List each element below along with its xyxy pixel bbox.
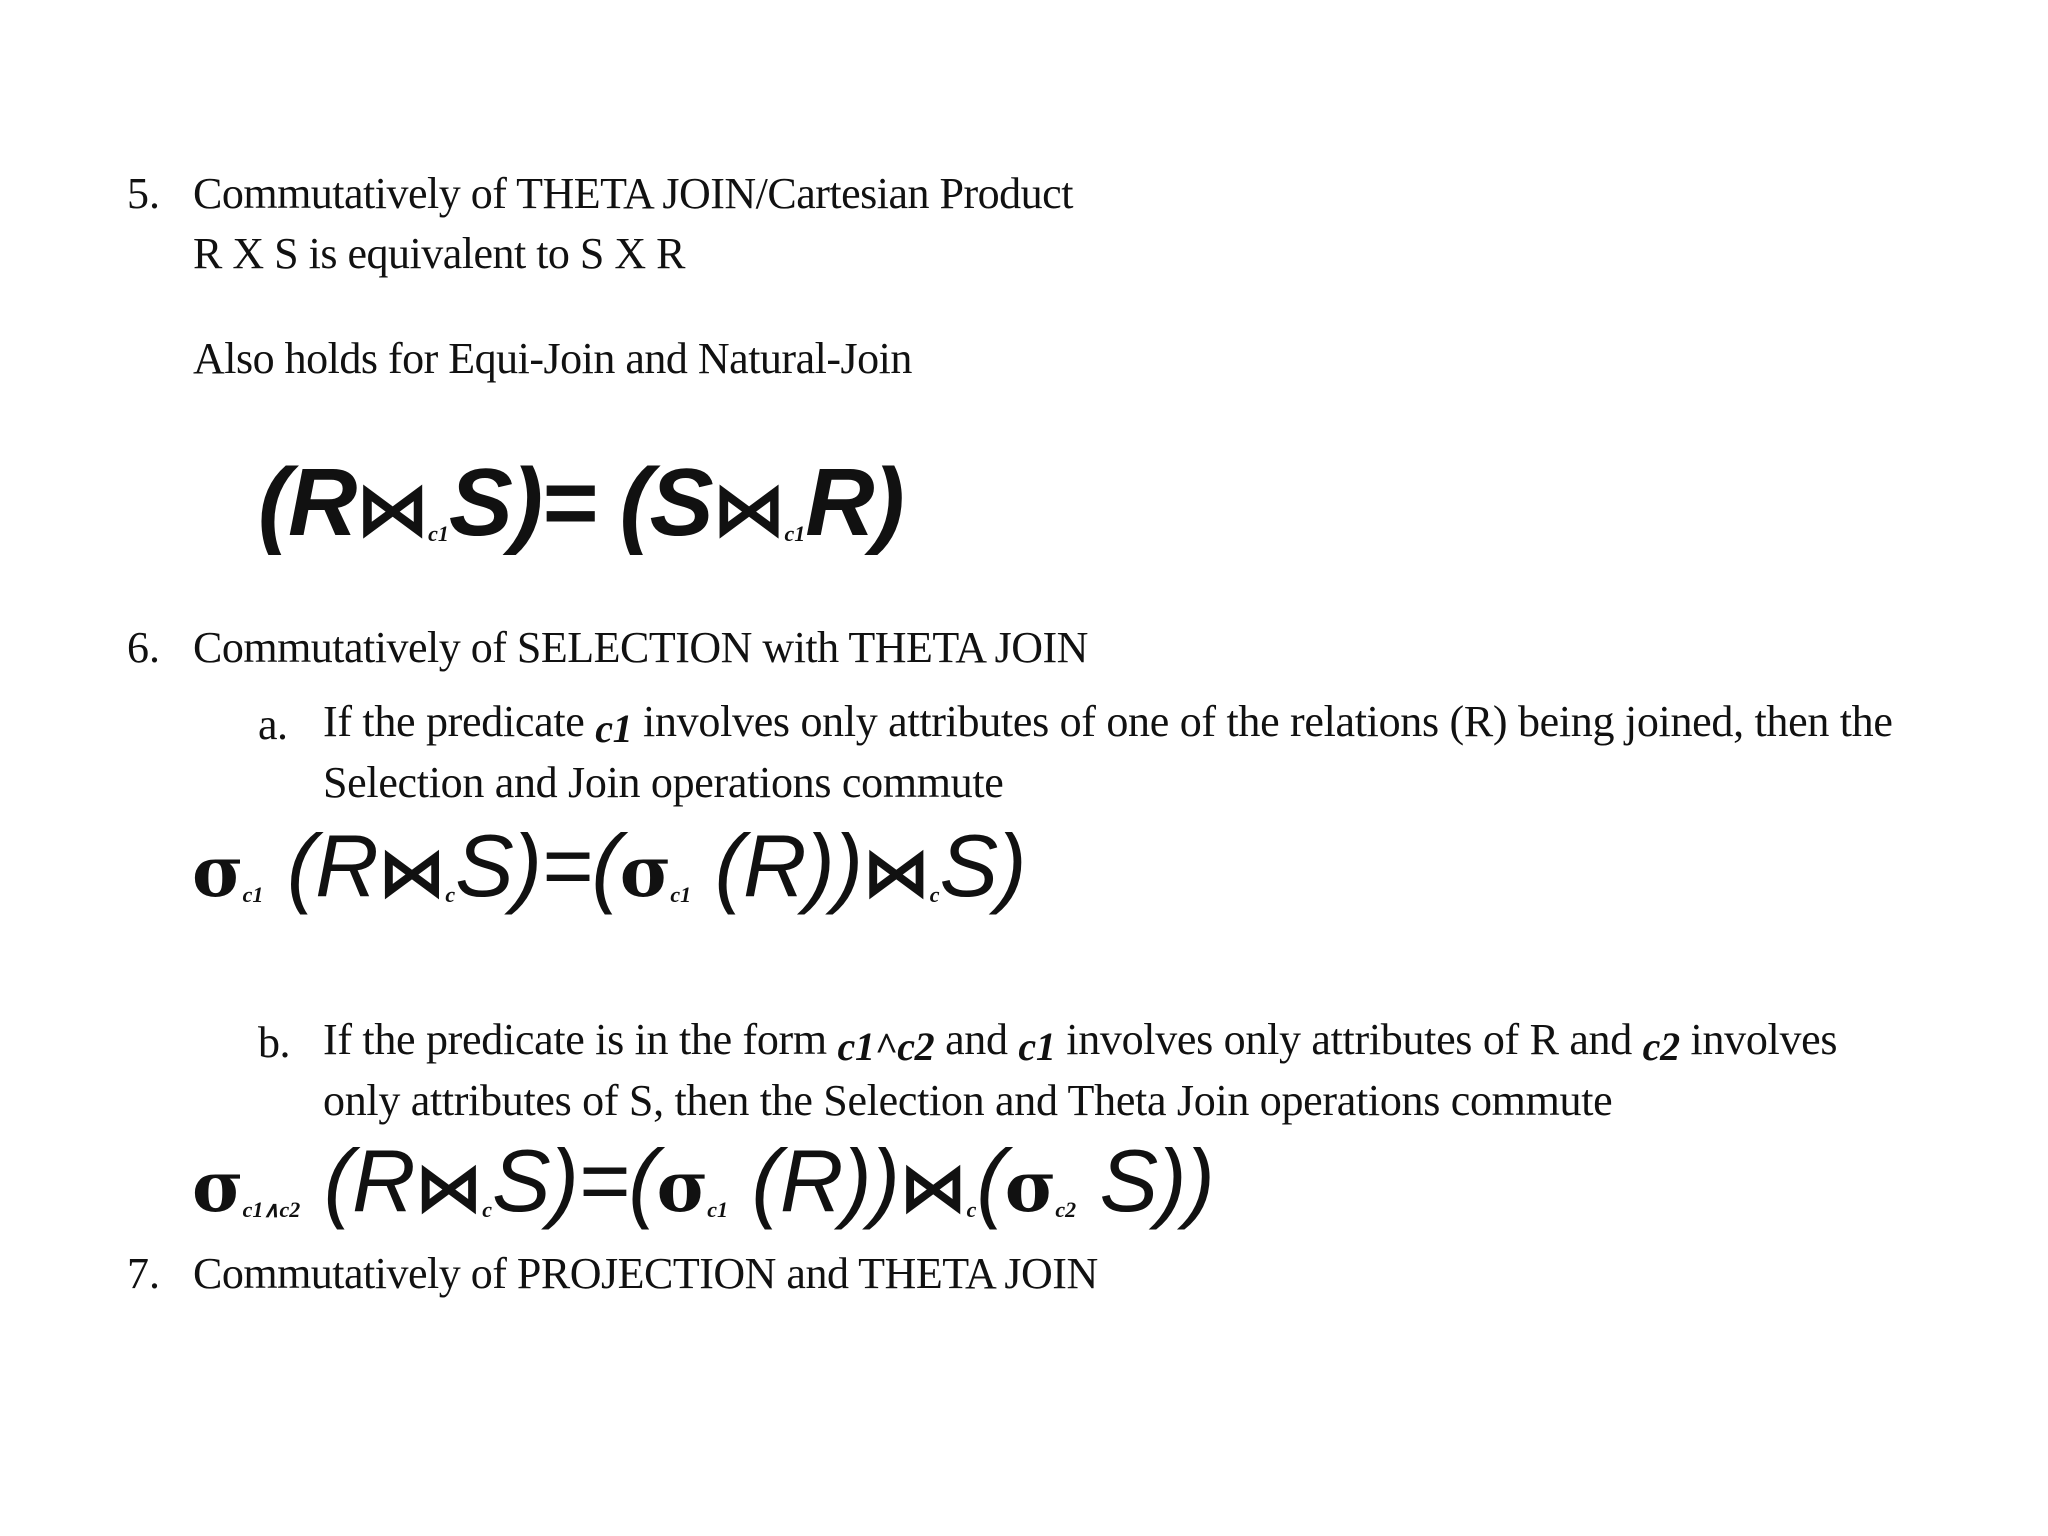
join-symbol: ⋈	[862, 833, 930, 913]
join-symbol: ⋈	[898, 1148, 967, 1228]
join-symbol: ⋈	[414, 1148, 483, 1228]
sigma-subscript: c1	[707, 1196, 729, 1222]
formula-part: (R))	[714, 816, 863, 915]
predicate: c2	[1642, 1024, 1680, 1069]
formula-part: S)=(	[455, 816, 620, 915]
text: involves only attributes of one of the relations (R) being joined, then the Selection and Join operations commute	[323, 697, 1893, 807]
item-5-equivalence: R X S is equivalent to S X R	[193, 229, 686, 278]
item-5-number: 5.	[127, 169, 160, 218]
item-6b-text	[323, 1010, 1893, 1131]
item-6a-marker: a.	[258, 700, 288, 749]
formula-selection-join-b	[192, 1131, 1214, 1230]
text: and	[945, 1015, 1008, 1064]
formula-part: S))	[1099, 1131, 1214, 1230]
formula-part: (R	[323, 1131, 415, 1230]
item-7-number: 7.	[127, 1249, 160, 1298]
formula-part: (	[976, 1131, 1005, 1230]
formula-selection-join-a	[192, 816, 1026, 915]
formula-theta-join-commutativity	[258, 449, 903, 556]
formula-part: S)=(	[491, 1131, 657, 1230]
sigma-subscript: c1	[670, 881, 692, 907]
sigma-symbol: σ	[656, 1145, 708, 1228]
item-6-number: 6.	[127, 623, 160, 672]
join-subscript: c	[445, 881, 456, 907]
item-6b-marker: b.	[258, 1018, 290, 1067]
equals-sign: =	[540, 449, 620, 556]
item-6-title: Commutatively of SELECTION with THETA JOIN	[193, 623, 1088, 672]
text: involves only attributes of S, then the Selection and Theta Join operations commute	[323, 1015, 1838, 1125]
predicate: c1	[595, 706, 633, 751]
item-6a-text	[323, 692, 1893, 813]
predicate: c1	[1018, 1024, 1056, 1069]
formula-part: S)	[448, 449, 541, 556]
sigma-subscript: c2	[1055, 1196, 1077, 1222]
formula-part: (R	[286, 816, 378, 915]
sigma-subscript: c1∧c2	[242, 1196, 301, 1222]
sigma-symbol: σ	[619, 830, 671, 913]
text: If the predicate is in the form	[323, 1015, 827, 1064]
sigma-symbol: σ	[192, 1145, 243, 1228]
formula-part: R)	[805, 449, 903, 556]
item-5-note: Also holds for Equi-Join and Natural-Join	[193, 334, 912, 383]
sigma-symbol: σ	[1004, 1145, 1056, 1228]
join-symbol: ⋈	[355, 466, 429, 553]
sigma-subscript: c1	[242, 881, 264, 907]
item-5-title: Commutatively of THETA JOIN/Cartesian Product	[193, 169, 1073, 218]
predicate: c1^c2	[837, 1024, 935, 1069]
text: If the predicate	[323, 697, 585, 746]
text: involves only attributes of R and	[1066, 1015, 1632, 1064]
join-symbol: ⋈	[377, 833, 446, 913]
join-subscript: c1	[784, 520, 806, 546]
item-7-title: Commutatively of PROJECTION and THETA JOIN	[193, 1249, 1098, 1298]
join-subscript: c	[929, 881, 940, 907]
join-subscript: c	[482, 1196, 492, 1222]
formula-part: (R))	[751, 1131, 899, 1230]
join-symbol: ⋈	[711, 466, 785, 553]
sigma-symbol: σ	[192, 830, 243, 913]
formula-part: (R	[258, 449, 356, 556]
join-subscript: c	[966, 1196, 977, 1222]
formula-part: S)	[939, 816, 1026, 915]
join-subscript: c1	[428, 520, 449, 546]
formula-part: (S	[619, 449, 712, 556]
